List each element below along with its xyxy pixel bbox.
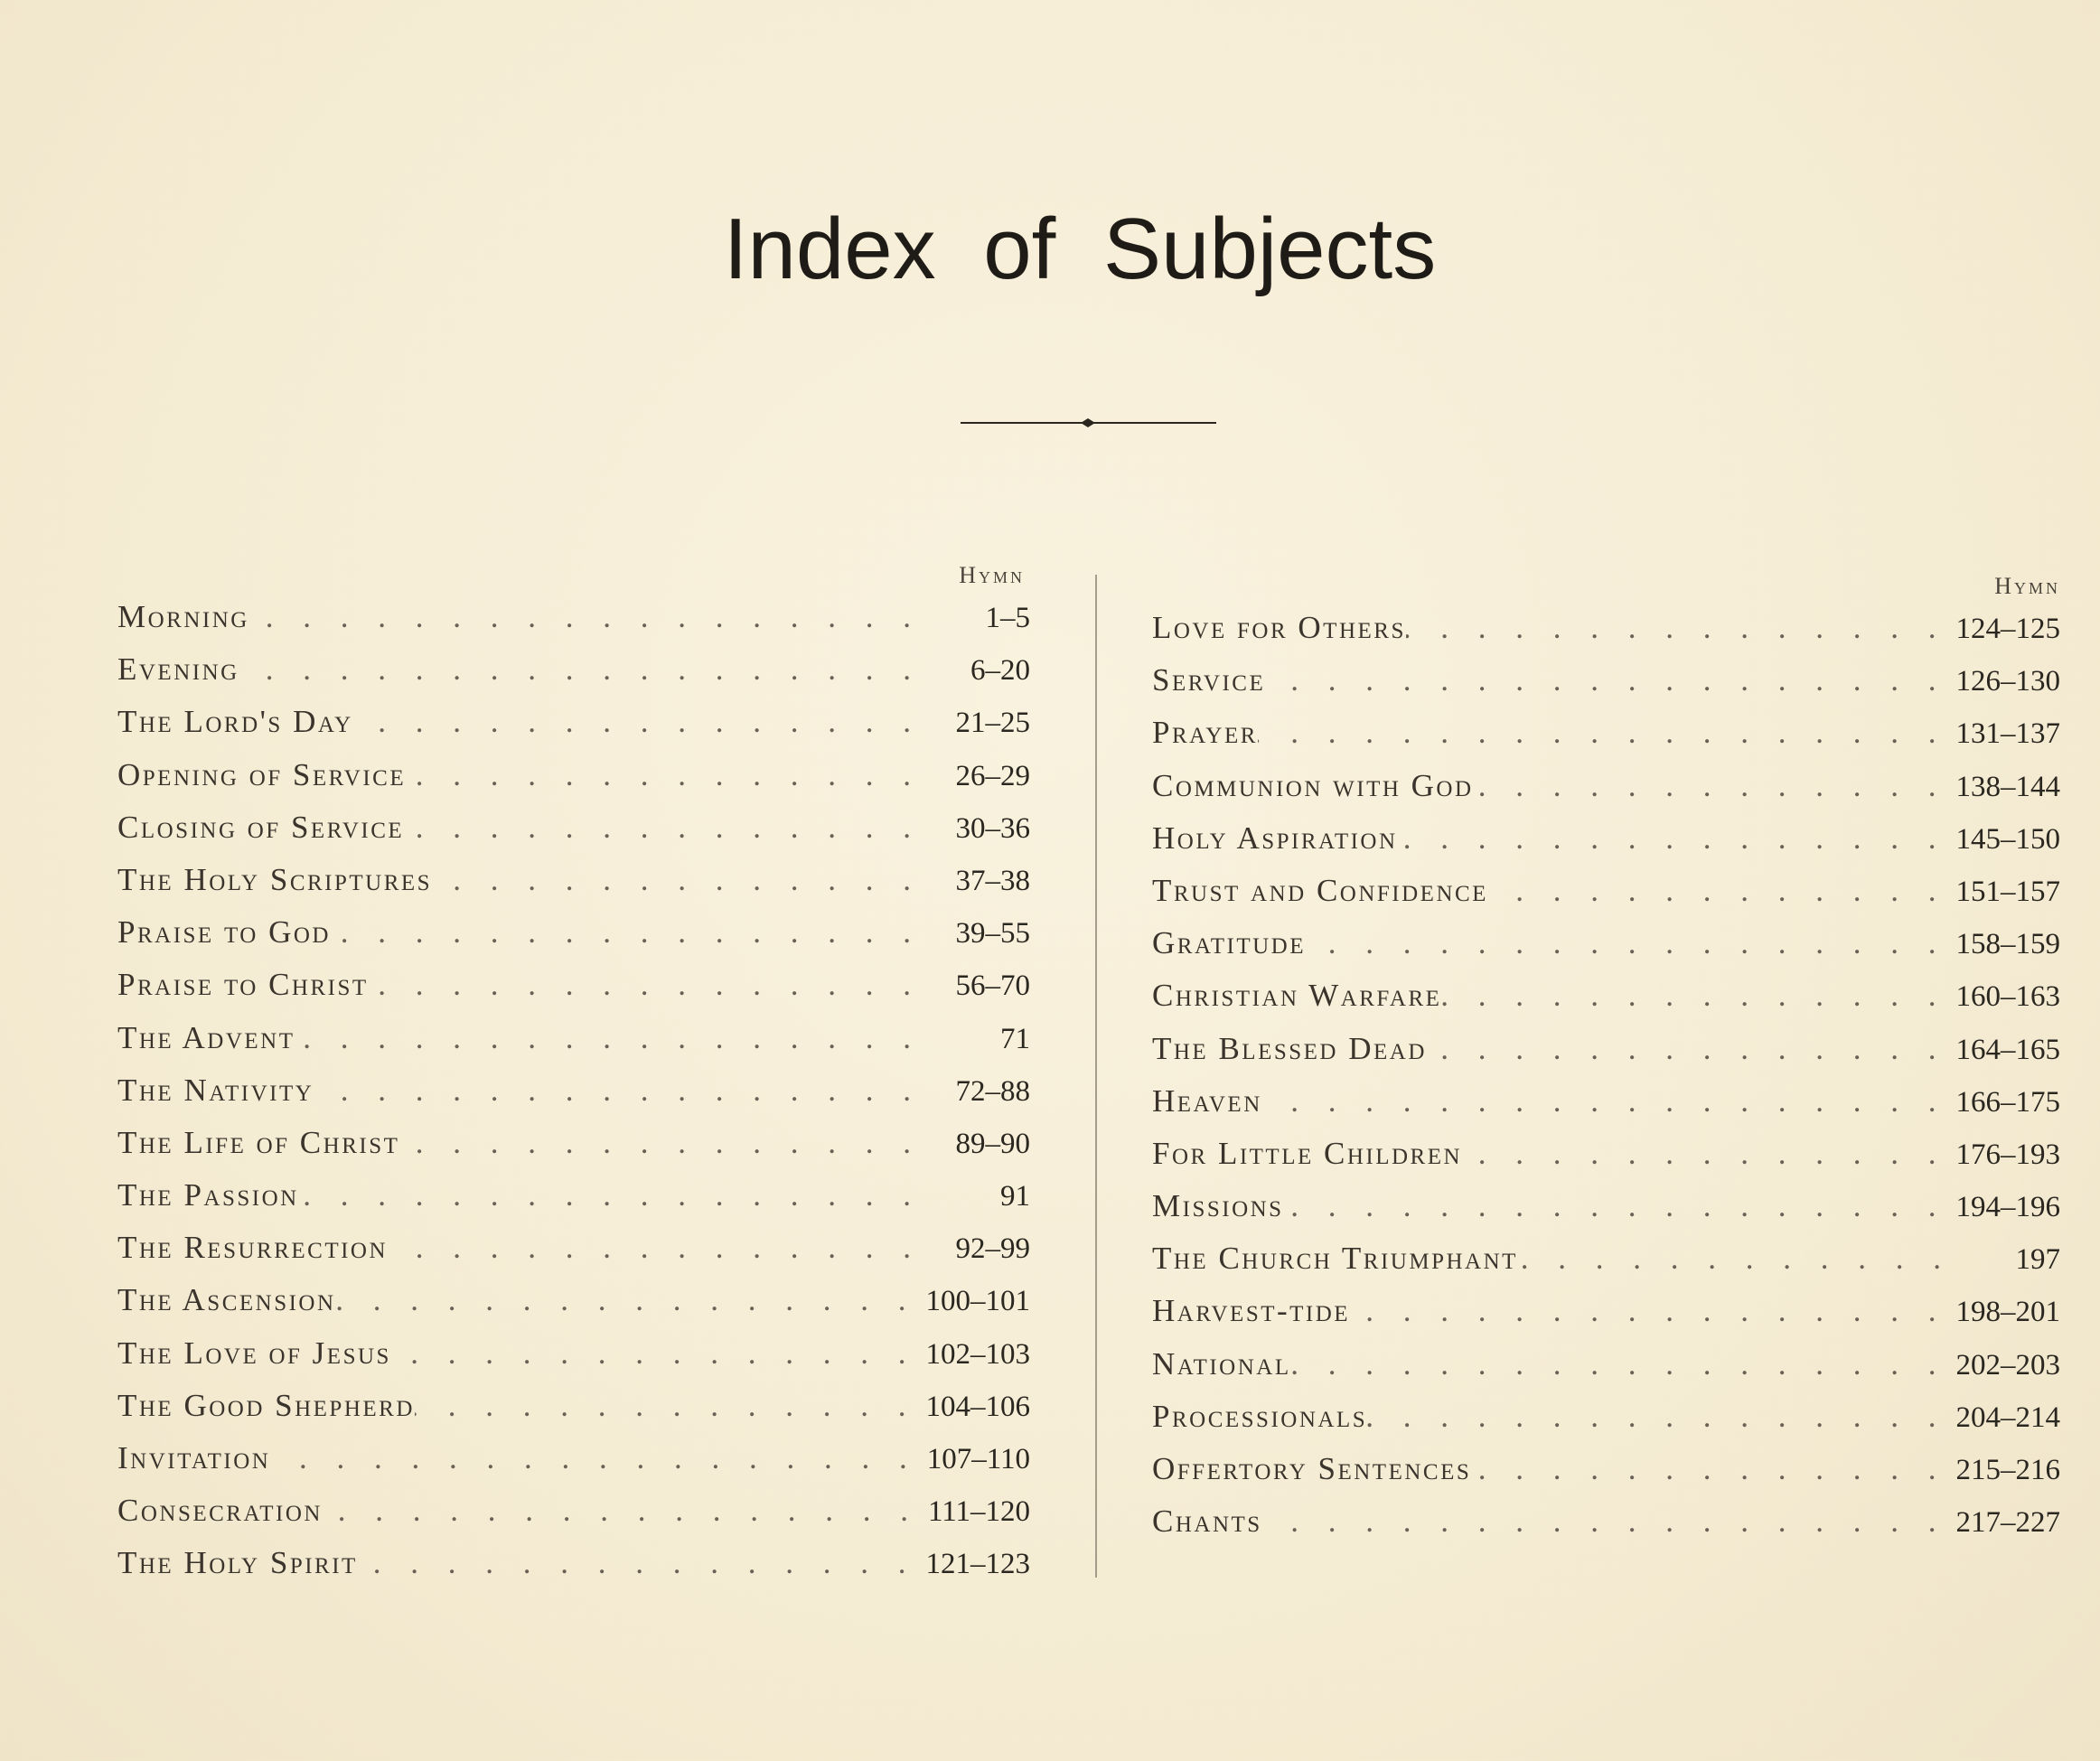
right-entry-list [1152,602,2060,1548]
dot-leader [331,906,922,959]
dot-leader [1398,812,1947,865]
dot-leader [358,1537,917,1589]
subject-label: The Holy Spirit [117,1545,358,1581]
subject-label: Closing of Service [117,809,405,845]
page-title: Index of Subjects [723,201,1437,297]
index-entry [117,696,1030,748]
hymn-number: 166–175 [1955,1085,2060,1119]
index-entry [117,854,1030,906]
hymn-number: 104–106 [925,1390,1030,1423]
index-entry [1152,1495,2060,1548]
index-entry [117,959,1030,1011]
hymn-number: 176–193 [1955,1138,2060,1171]
index-entry [1152,1391,2060,1443]
index-entry [1152,1180,2060,1232]
subject-label: Holy Aspiration [1152,820,1398,856]
subject-label: Offertory Sentences [1152,1451,1472,1486]
subject-label: For Little Children [1152,1135,1463,1171]
dot-leader [239,643,922,696]
dot-leader [399,1117,922,1169]
hymn-number: 198–201 [1955,1296,2060,1329]
dot-leader [388,1222,922,1274]
subject-label: Prayer [1152,715,1258,751]
subject-label: The Holy Scriptures [117,861,433,897]
dot-leader [1350,1285,1946,1337]
index-entry [1152,865,2060,917]
hymn-number: 102–103 [925,1337,1030,1371]
subject-label: The Good Shepherd [117,1387,415,1423]
subject-label: Processionals [1152,1398,1368,1434]
dot-leader [404,801,922,854]
dot-leader [1258,707,1947,759]
dot-leader [353,696,922,748]
dot-leader [1471,1443,1946,1495]
right-column [1152,560,2060,1548]
index-entry [117,1012,1030,1064]
index-entry [117,591,1030,643]
dot-leader [406,749,922,801]
subject-label: The Nativity [117,1072,314,1108]
hymn-column-header: Hymn [959,562,1025,588]
dot-leader [249,591,922,643]
index-entry [117,1327,1030,1380]
dot-leader [1474,760,1947,812]
subject-label: Heaven [1152,1082,1262,1119]
subject-label: Trust and Confidence [1152,872,1488,908]
hymn-number: 89–90 [955,1127,1030,1160]
hymn-number: 160–163 [1955,980,2060,1014]
subject-label: Christian Warfare [1152,978,1442,1014]
index-entry [117,801,1030,854]
hymn-number: 56–70 [955,969,1030,1003]
subject-label: Gratitude [1152,925,1306,961]
subject-label: The Passion [117,1177,299,1213]
index-entry [1152,602,2060,654]
index-entry [1152,1232,2060,1285]
index-entry [117,1380,1030,1432]
subject-label: Invitation [117,1440,271,1475]
diamond-rule-icon [961,414,1216,432]
dot-leader [1462,1128,1946,1180]
hymn-number: 72–88 [955,1074,1030,1108]
index-entry [1152,969,2060,1022]
dot-leader [369,959,922,1011]
index-entry [1152,760,2060,812]
dot-leader [1306,917,1947,969]
index-entry [1152,1443,2060,1495]
dot-leader [1265,654,1946,707]
index-entry [117,1064,1030,1117]
dot-leader [432,854,922,906]
subject-label: Praise to God [117,914,331,951]
hymn-number: 39–55 [955,917,1030,951]
index-entry [117,1117,1030,1169]
hymn-number: 107–110 [926,1443,1030,1475]
dot-leader [1291,1338,1947,1391]
subject-label: Praise to Christ [117,967,369,1003]
hymn-number: 37–38 [955,864,1030,897]
hymn-number: 21–25 [955,707,1030,740]
subject-label: Communion with God [1152,767,1474,803]
subject-label: The Love of Jesus [117,1335,391,1371]
subject-label: The Lord's Day [117,704,353,740]
hymn-number: 30–36 [955,811,1030,845]
hymn-number: 1–5 [985,602,1030,634]
dot-leader [1262,1495,1947,1548]
hymn-number: 202–203 [1955,1348,2060,1382]
index-entry [117,1537,1030,1589]
hymn-number: 158–159 [1955,928,2060,961]
hymn-number: 204–214 [1955,1400,2060,1434]
index-entry [1152,1128,2060,1180]
hymn-number: 217–227 [1955,1506,2060,1540]
dot-leader [1488,865,1947,917]
index-entry [1152,1285,2060,1337]
dot-leader [1284,1180,1947,1232]
index-entry [117,1485,1030,1537]
dot-leader [336,1274,917,1326]
hymn-number: 91 [1000,1180,1030,1213]
hymn-number: 26–29 [955,759,1030,792]
subject-label: Consecration [117,1493,323,1529]
hymn-number: 71 [1000,1022,1030,1055]
subject-label: The Ascension [117,1282,336,1318]
dot-leader [295,1012,922,1064]
subject-label: The Resurrection [117,1230,389,1266]
dot-leader [1367,1391,1946,1443]
hymn-number: 100–101 [925,1285,1030,1318]
hymn-number: 215–216 [1955,1454,2060,1486]
index-entry [1152,1338,2060,1391]
hymn-number: 92–99 [955,1232,1030,1266]
index-entry [117,749,1030,801]
subject-label: Evening [117,651,239,688]
subject-label: Chants [1152,1503,1262,1540]
subject-label: Opening of Service [117,756,407,792]
dot-leader [299,1169,922,1222]
hymn-number: 145–150 [1955,822,2060,856]
index-entry [117,1169,1030,1222]
dot-leader [415,1380,917,1432]
dot-leader [1441,969,1946,1022]
hymn-number: 126–130 [1955,665,2060,698]
hymn-number: 6–20 [970,654,1030,688]
dot-leader [314,1064,922,1117]
left-entry-list [117,591,1030,1590]
index-entry [1152,1023,2060,1075]
dot-leader [1262,1075,1947,1128]
hymn-number: 138–144 [1955,770,2060,803]
index-entry [1152,1075,2060,1128]
hymn-number: 131–137 [1955,717,2060,751]
subject-label: Love for Others [1152,610,1406,645]
hymn-number: 111–120 [927,1495,1030,1529]
left-column [117,560,1030,1590]
subject-label: The Blessed Dead [1152,1030,1427,1066]
subject-label: The Advent [117,1019,295,1055]
index-entry [117,906,1030,959]
hymn-column-header: Hymn [1994,573,2060,599]
hymn-number: 197 [2015,1243,2060,1277]
dot-leader [270,1432,917,1485]
subject-label: National [1152,1345,1291,1382]
column-divider [1095,575,1097,1578]
subject-label: The Church Triumphant [1152,1241,1518,1277]
subject-label: The Life of Christ [117,1124,400,1160]
dot-leader [1406,602,1947,654]
subject-label: Service [1152,662,1266,698]
index-entry [117,1222,1030,1274]
subject-label: Missions [1152,1188,1284,1224]
subject-label: Morning [117,599,249,634]
hymn-number: 164–165 [1955,1033,2060,1066]
ornament-rule [961,414,1216,432]
index-entry [1152,707,2060,759]
index-entry [1152,654,2060,707]
dot-leader [323,1485,919,1537]
dot-leader [1427,1023,1947,1075]
hymn-number: 121–123 [925,1548,1030,1581]
hymn-number: 194–196 [1955,1191,2060,1224]
dot-leader [391,1327,917,1380]
index-entry [117,1274,1030,1326]
hymn-number: 151–157 [1955,875,2060,908]
index-entry [1152,917,2060,969]
index-entry [117,643,1030,696]
dot-leader [1518,1232,1952,1285]
index-entry [117,1432,1030,1485]
subject-label: Harvest-tide [1152,1293,1351,1329]
index-entry [1152,812,2060,865]
hymn-number: 124–125 [1955,613,2060,645]
